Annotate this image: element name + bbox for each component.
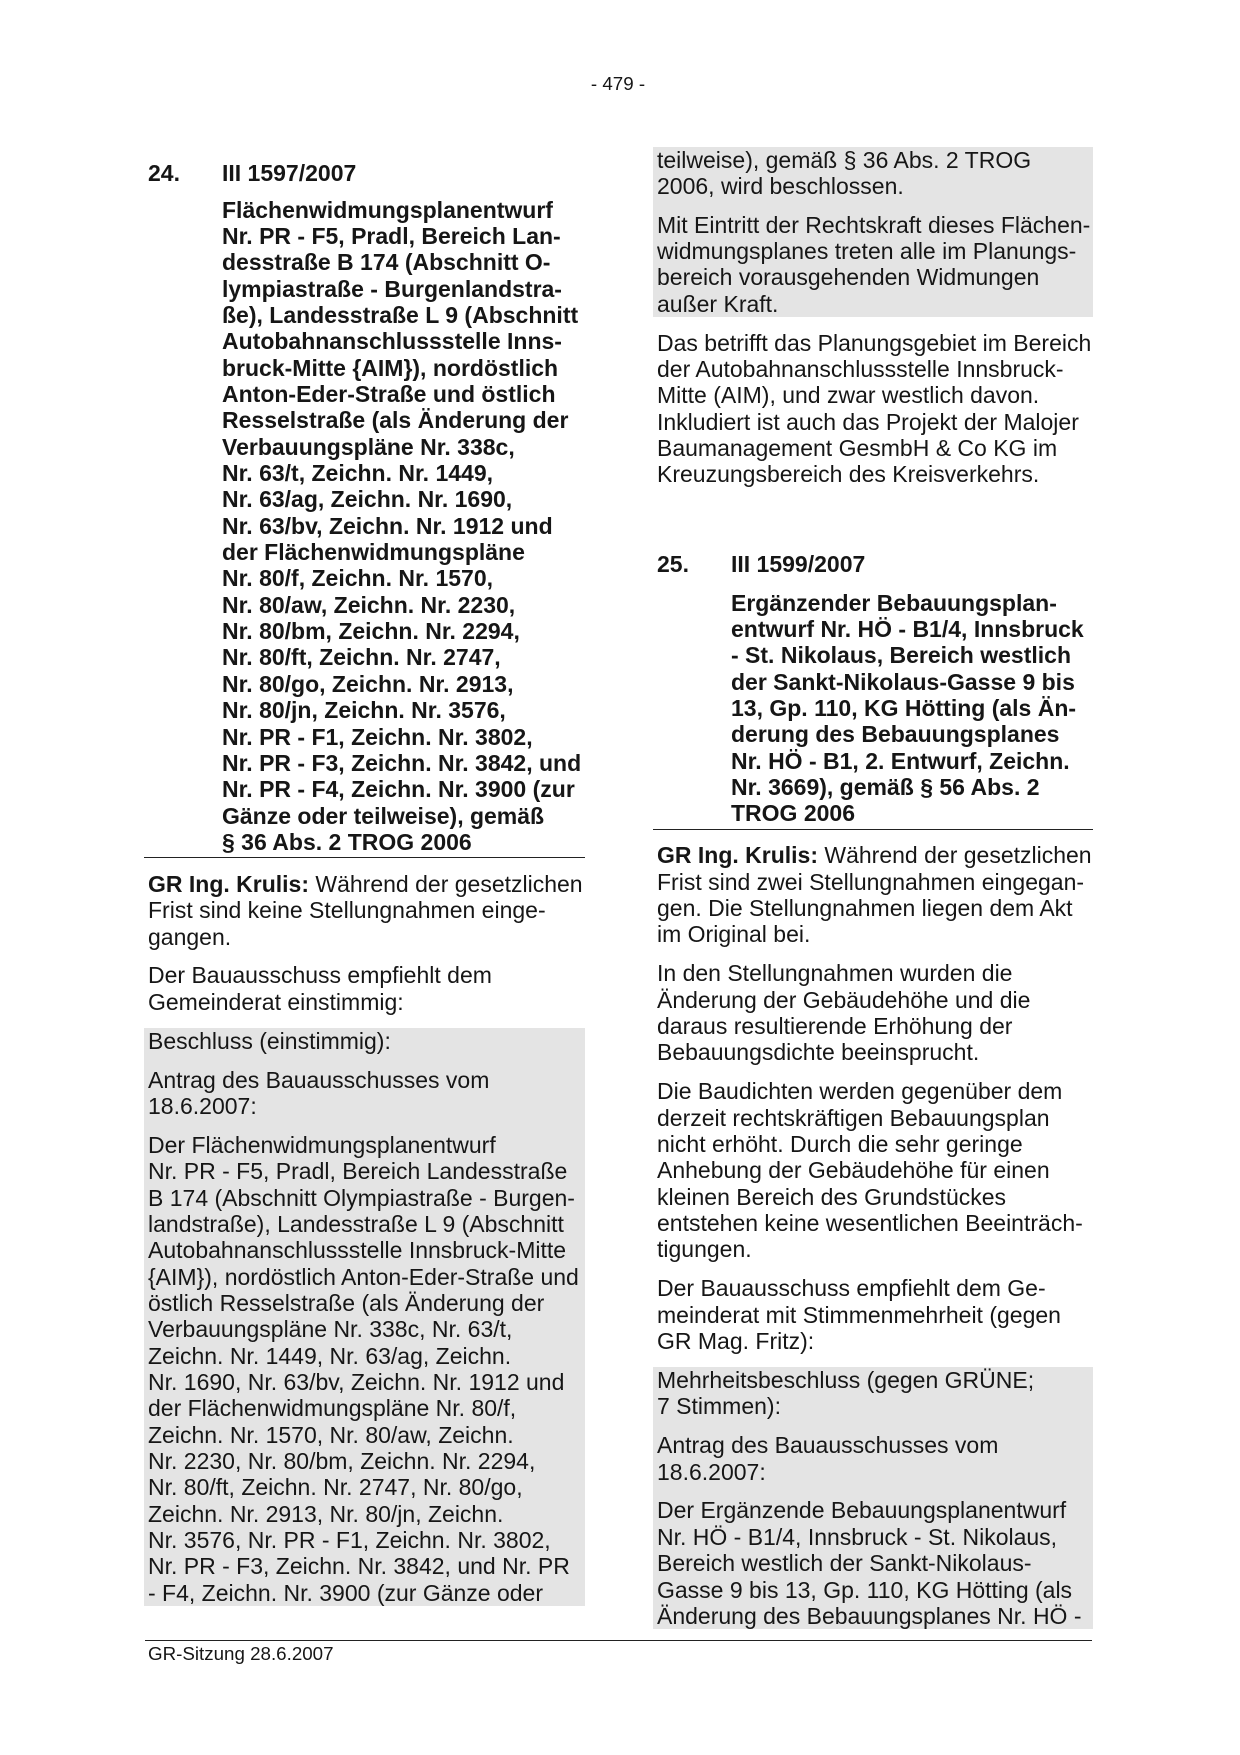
objections-paragraph: In den Stellungnahmen wurden die Änderung der Gebäudehöhe und die daraus resultierende Erhöhung der Bebauungsdichte beeinsprucht. — [657, 960, 1031, 1066]
resolution-continuation-text: teilweise), gemäß § 36 Abs. 2 TROG 2006, wird beschlossen. — [657, 146, 1032, 199]
resolution-block — [653, 1367, 1093, 1629]
item-number: 24. — [148, 160, 180, 186]
resolution-block — [144, 1028, 585, 1606]
item-title: Ergänzender Bebauungsplan- entwurf Nr. HÖ - B1/4, Innsbruck - St. Nikolaus, Bereich westlich der Sankt-Nikolaus-Gasse 9 bis 13, Gp. 110, KG Hötting (als Än- derung des Bebauungsplanes Nr. HÖ - B1, 2. Entwurf, Zeichn. Nr. 3669), gemäß § 56 Abs. 2 TROG 2006 — [731, 589, 1084, 827]
agenda-item-25 — [653, 551, 1093, 830]
footer-session-label: GR-Sitzung 28.6.2007 — [148, 1643, 334, 1664]
statement-paragraph — [653, 842, 1093, 947]
agenda-item-24 — [144, 160, 585, 858]
resolution-continuation-block — [653, 147, 1093, 318]
speaker-name: GR Ing. Krulis: — [657, 842, 818, 869]
statement-paragraph — [144, 871, 585, 950]
statement-text: Während der gesetzlichen Frist sind zwei Stellungnahmen eingegan- gen. Die Stellungnahmen liegen dem Akt im Original bei. — [657, 842, 1092, 948]
item-heading — [653, 551, 1093, 577]
resolution-motion: Antrag des Bauausschusses vom 18.6.2007: — [148, 1066, 490, 1120]
resolution-text: Der Ergänzende Bebauungsplanentwurf Nr. HÖ - B1/4, Innsbruck - St. Nikolaus, Bereich westlich der Sankt-Nikolaus- Gasse 9 bis 13, Gp. 110, KG Hötting (als Änderung des Bebauungsplanes Nr. HÖ - — [657, 1497, 1082, 1629]
page-number: - 479 - — [590, 73, 646, 94]
footer-divider — [145, 1640, 1092, 1641]
response-paragraph: Die Baudichten werden gegenüber dem derzeit rechtskräftigen Bebauungsplan nicht erhöht. Durch die sehr geringe Anhebung der Gebäudehöhe für einen kleinen Bereich des Grundstückes entstehen keine wesentlichen Beeinträch- tigungen. — [657, 1078, 1083, 1263]
resolution-text: Der Flächenwidmungsplanentwurf Nr. PR - F5, Pradl, Bereich Landesstraße B 174 (Abschnitt Olympiastraße - Burgen- landstraße), Landesstraße L 9 (Abschnitt Autobahnanschlussstelle Innsbruck-Mitte {AIM}), nordöstlich Anton-Eder-Straße und östlich Resselstraße (als Änderung der Verbauungspläne Nr. 338c, Nr. 63/t, Zeichn. Nr. 1449, Nr. 63/ag, Zeichn. Nr. 1690, Nr. 63/bv, Zeichn. Nr. 1912 und der Flächenwidmungspläne Nr. 80/f, Zeichn. Nr. 1570, Nr. 80/aw, Zeichn. Nr. 2230, Nr. 80/bm, Zeichn. Nr. 2294, Nr. 80/ft, Zeichn. Nr. 2747, Nr. 80/go, Zeichn. Nr. 2913, Nr. 80/jn, Zeichn. Nr. 3576, Nr. PR - F1, Zeichn. Nr. 3802, Nr. PR - F3, Zeichn. Nr. 3842, und Nr. PR - F4, Zeichn. Nr. 3900 (zur Gänze oder — [148, 1131, 579, 1606]
resolution-heading: Mehrheitsbeschluss (gegen GRÜNE; 7 Stimmen): — [657, 1366, 1035, 1420]
item-title: Flächenwidmungsplanentwurf Nr. PR - F5, Pradl, Bereich Lan- desstraße B 174 (Abschnitt O- lympiastraße - Burgenlandstra- ße), Landesstraße L 9 (Abschnitt Autobahnanschlussstelle Inns- bruck-Mitte {AIM}), nordöstlich Anton-Eder-Straße und östlich Resselstraße (als Änderung der Verbauungspläne Nr. 338c, Nr. 63/t, Zeichn. Nr. 1449, Nr. 63/ag, Zeichn. Nr. 1690, Nr. 63/bv, Zeichn. Nr. 1912 und der Flächenwidmungspläne Nr. 80/f, Zeichn. Nr. 1570, Nr. 80/aw, Zeichn. Nr. 2230, Nr. 80/bm, Zeichn. Nr. 2294, Nr. 80/ft, Zeichn. Nr. 2747, Nr. 80/go, Zeichn. Nr. 2913, Nr. 80/jn, Zeichn. Nr. 3576, Nr. PR - F1, Zeichn. Nr. 3802, Nr. PR - F3, Zeichn. Nr. 3842, und Nr. PR - F4, Zeichn. Nr. 3900 (zur Gänze oder teilweise), gemäß § 36 Abs. 2 TROG 2006 — [222, 196, 582, 855]
resolution-motion: Antrag des Bauausschusses vom 18.6.2007: — [657, 1432, 999, 1485]
item-reference: III 1599/2007 — [731, 550, 866, 577]
resolution-continuation-note: Mit Eintritt der Rechtskraft dieses Flächen- widmungsplanes treten alle im Planungs- bereich vorausgehenden Widmungen außer Kraft. — [657, 211, 1091, 317]
item-reference: III 1597/2007 — [222, 160, 357, 186]
statement-text: Während der gesetzlichen Frist sind keine Stellungnahmen einge- gangen. — [148, 870, 583, 950]
item-number: 25. — [657, 550, 689, 577]
speaker-name: GR Ing. Krulis: — [148, 870, 309, 897]
resolution-heading: Beschluss (einstimmig): — [148, 1027, 391, 1054]
item-heading — [144, 160, 585, 186]
recommendation-paragraph: Der Bauausschuss empfiehlt dem Gemeinderat einstimmig: — [148, 962, 492, 1015]
explanation-paragraph: Das betrifft das Planungsgebiet im Bereich der Autobahnanschlussstelle Innsbruck- Mitte (AIM), und zwar westlich davon. Inkludiert ist auch das Projekt der Malojer Baumanagement GesmbH & Co KG im Kreuzungsbereich des Kreisverkehrs. — [657, 329, 1092, 488]
right-column — [653, 147, 1093, 1642]
recommendation-paragraph: Der Bauausschuss empfiehlt dem Ge- meinderat mit Stimmenmehrheit (gegen GR Mag. Fritz): — [657, 1275, 1061, 1354]
left-column — [144, 147, 585, 1619]
